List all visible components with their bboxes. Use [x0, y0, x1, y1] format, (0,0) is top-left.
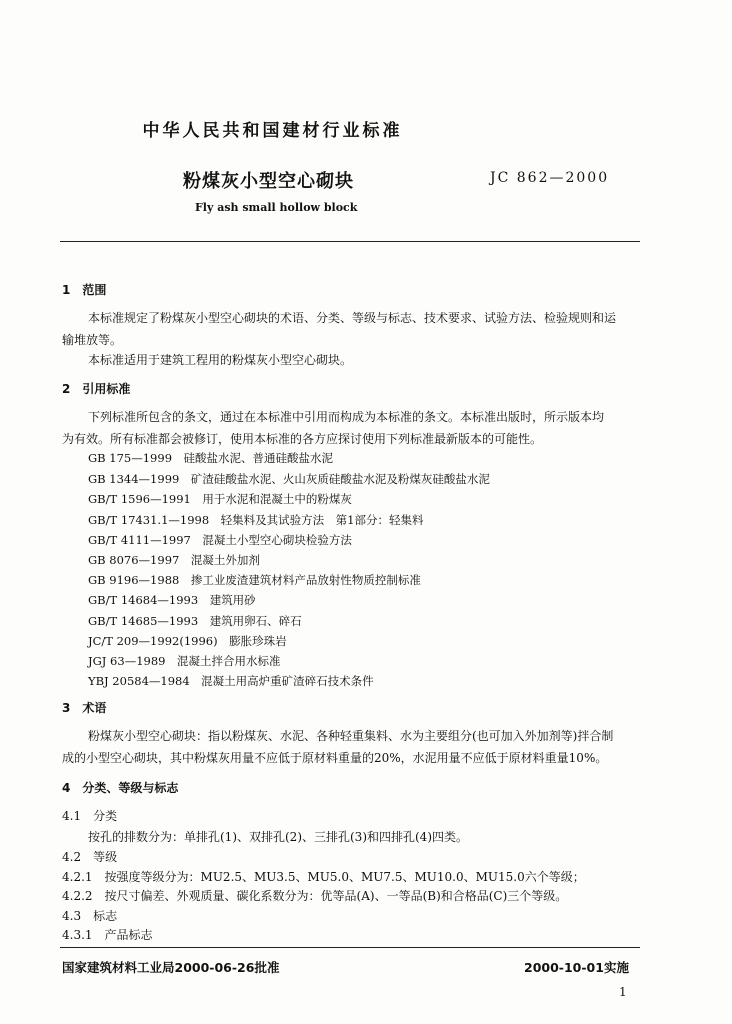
- clause-line: 4.2.1 按强度等级分为：MU2.5、MU3.5、MU5.0、MU7.5、MU10.0、MU15.0六个等级；: [62, 870, 585, 884]
- reference-item: GB 9196—1988 掺工业废渣建筑材料产品放射性物质控制标准: [88, 573, 421, 587]
- reference-item: GB/T 14685—1993 建筑用卵石、碎石: [88, 614, 302, 628]
- subsection-heading: 4.1 分类: [62, 809, 118, 823]
- reference-item: GB 1344—1999 矿渣硅酸盐水泥、火山灰质硅酸盐水泥及粉煤灰硅酸盐水泥: [88, 472, 490, 486]
- paragraph-line: 成的小型空心砌块，其中粉煤灰用量不应低于原材料重量的20%，水泥用量不应低于原材料重量10%。: [62, 751, 608, 765]
- section-heading-4: 4 分类、等级与标志: [62, 781, 179, 795]
- reference-item: JGJ 63—1989 混凝土拌合用水标准: [88, 654, 281, 668]
- approval-line: 国家建筑材料工业局2000-06-26批准: [62, 960, 280, 975]
- reference-item: JC/T 209—1992(1996) 膨胀珍珠岩: [88, 634, 287, 648]
- clause-line: 4.2.2 按尺寸偏差、外观质量、碳化系数分为：优等品(A)、一等品(B)和合格品(C)三个等级。: [62, 889, 568, 903]
- reference-item: GB/T 1596—1991 用于水泥和混凝土中的粉煤灰: [88, 492, 352, 506]
- standard-code: JC 862—2000: [490, 170, 610, 186]
- paragraph-line: 输堆放等。: [62, 333, 123, 347]
- subsection-heading: 4.2 等级: [62, 850, 118, 864]
- section-heading-3: 3 术语: [62, 701, 107, 715]
- reference-item: GB/T 17431.1—1998 轻集料及其试验方法 第1部分：轻集料: [88, 513, 424, 527]
- paragraph-line: 按孔的排数分为：单排孔(1)、双排孔(2)、三排孔(3)和四排孔(4)四类。: [88, 830, 468, 844]
- paragraph-line: 为有效。所有标准都会被修订，使用本标准的各方应探讨使用下列标准最新版本的可能性。: [62, 432, 543, 446]
- section-heading-2: 2 引用标准: [62, 382, 131, 396]
- standard-organization: 中华人民共和国建材行业标准: [142, 121, 403, 141]
- header-rule: [60, 241, 640, 242]
- clause-line: 4.3.1 产品标志: [62, 928, 153, 942]
- document-title-en: Fly ash small hollow block: [195, 201, 358, 214]
- footer-rule: [60, 947, 640, 948]
- document-title-cn: 粉煤灰小型空心砌块: [183, 171, 354, 192]
- subsection-heading: 4.3 标志: [62, 909, 118, 923]
- paragraph-line: 本标准适用于建筑工程用的粉煤灰小型空心砌块。: [88, 353, 353, 367]
- effective-date: 2000-10-01实施: [524, 960, 629, 975]
- reference-item: GB/T 4111—1997 混凝土小型空心砌块检验方法: [88, 533, 352, 547]
- paragraph-line: 本标准规定了粉煤灰小型空心砌块的术语、分类、等级与标志、技术要求、试验方法、检验规则和运: [88, 311, 617, 325]
- reference-item: GB/T 14684—1993 建筑用砂: [88, 593, 256, 607]
- paragraph-line: 下列标准所包含的条文，通过在本标准中引用而构成为本标准的条文。本标准出版时，所示版本均: [88, 410, 605, 424]
- section-heading-1: 1 范围: [62, 283, 107, 297]
- reference-item: YBJ 20584—1984 混凝土用高炉重矿渣碎石技术条件: [88, 674, 374, 688]
- reference-item: GB 8076—1997 混凝土外加剂: [88, 553, 260, 567]
- reference-item: GB 175—1999 硅酸盐水泥、普通硅酸盐水泥: [88, 451, 334, 465]
- page-number: 1: [619, 985, 627, 999]
- paragraph-line: 粉煤灰小型空心砌块：指以粉煤灰、水泥、各种轻重集料、水为主要组分(也可加入外加剂等)拌合制: [88, 729, 614, 743]
